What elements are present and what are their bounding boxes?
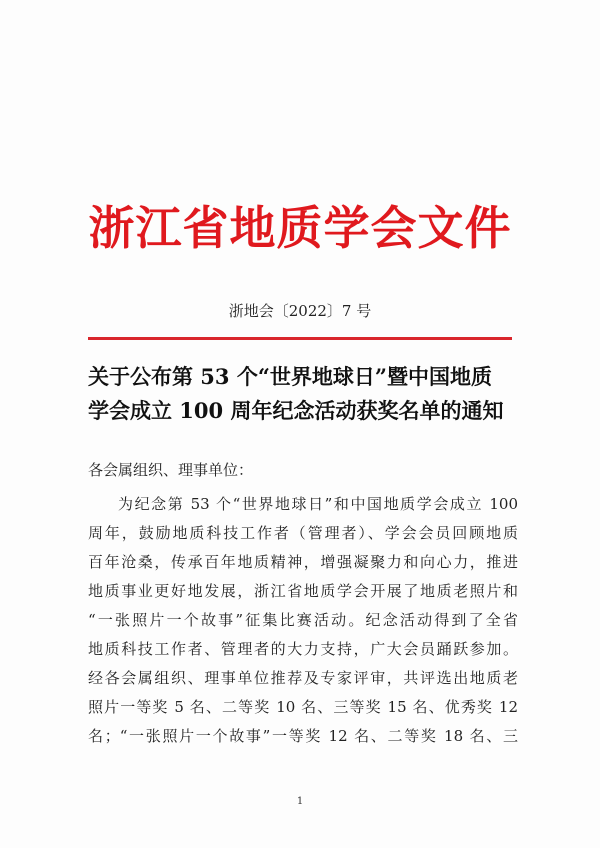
body-line: 地质科技工作者、管理者的大力支持，广大会员踊跃参加。	[88, 640, 518, 658]
body-line: 经各会属组织、理事单位推荐及专家评审，共评选出地质老	[88, 669, 518, 687]
notice-title-line: 关于公布第 53 个“世界地球日”暨中国地质	[88, 364, 493, 389]
notice-title	[88, 360, 518, 428]
document-header-title: 浙江省地质学会文件	[88, 201, 512, 255]
body-line: 百年沧桑，传承百年地质精神，增强凝聚力和向心力，推进	[88, 553, 518, 571]
body-text	[88, 490, 518, 751]
red-divider	[88, 337, 512, 340]
document-number: 浙地会〔2022〕7 号	[228, 302, 372, 320]
salutation: 各会属组织、理事单位：	[88, 461, 254, 479]
body-line: “一张照片一个故事”征集比赛活动。纪念活动得到了全省	[88, 611, 518, 629]
body-line: 照片一等奖 5 名、二等奖 10 名、三等奖 15 名、优秀奖 12	[88, 698, 518, 716]
body-line: 地质事业更好地发展，浙江省地质学会开展了地质老照片和	[88, 582, 518, 600]
body-line: 周年，鼓励地质科技工作者（管理者）、学会会员回顾地质	[88, 524, 518, 542]
body-line: 名；“一张照片一个故事”一等奖 12 名、二等奖 18 名、三	[88, 727, 518, 745]
page-number: 1	[296, 796, 304, 807]
body-line: 为纪念第 53 个“世界地球日”和中国地质学会成立 100	[118, 495, 518, 513]
notice-title-line: 学会成立 100 周年纪念活动获奖名单的通知	[88, 398, 504, 423]
